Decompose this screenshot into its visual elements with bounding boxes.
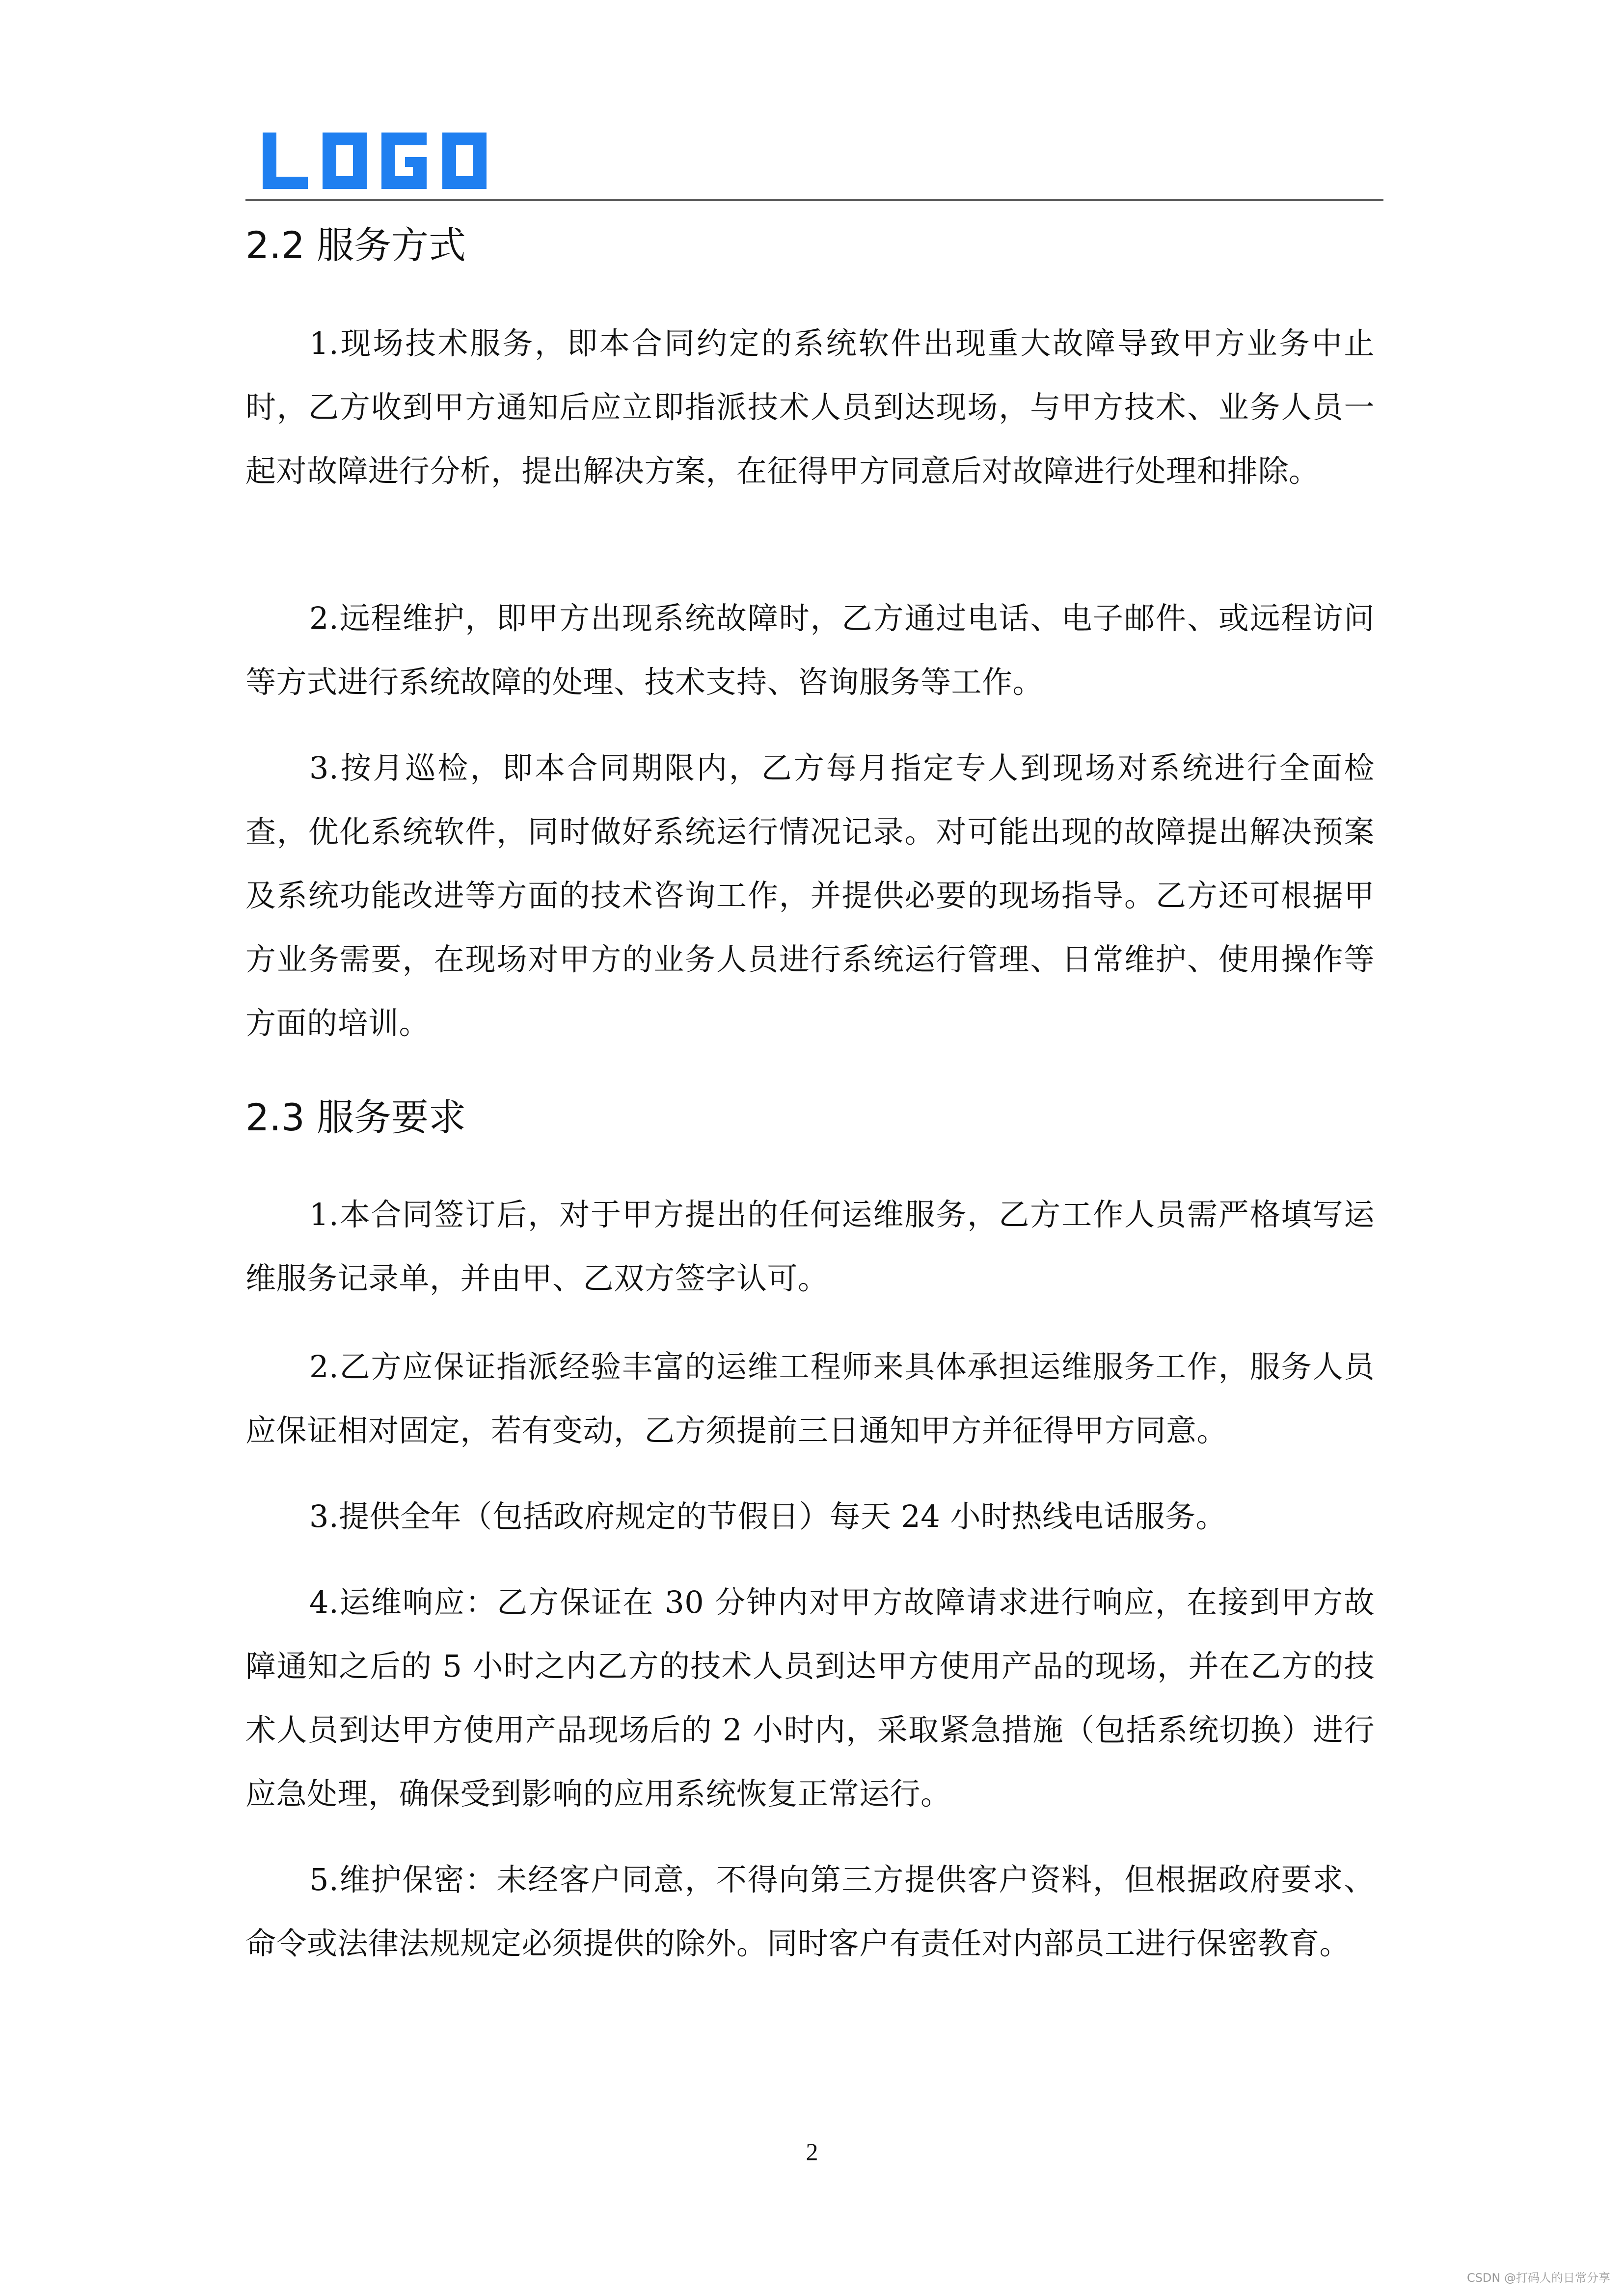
paragraph-2-3-3: 3.提供全年（包括政府规定的节假日）每天 24 小时热线电话服务。 [309, 1498, 1226, 1534]
paragraph-2-2-3: 3.按月巡检，即本合同期限内，乙方每月指定专人到现场对系统进行全面检查，优化系统软件，同时做好系统运行情况记录。对可能出现的故障提出解决预案及系统功能改进等方面的技术咨询工作，并提供必要的现场指导。乙方还可根据甲方业务需要，在现场对甲方的业务人员进行系统运行管理、日常维护、使用操作等方面的培训。 [245, 750, 1375, 1041]
section-heading-2-2: 2.2 服务方式 [245, 223, 466, 267]
paragraph-2-3-4: 4.运维响应：乙方保证在 30 分钟内对甲方故障请求进行响应，在接到甲方故障通知之后的 5 小时之内乙方的技术人员到达甲方使用产品的现场，并在乙方的技术人员到达甲方使用产品现场后的 2 小时内，采取紧急措施（包括系统切换）进行应急处理，确保受到影响的应用系统恢复正常运行。 [245, 1584, 1375, 1812]
watermark: CSDN @打码人的日常分享 [1466, 2271, 1610, 2285]
paragraph-2-2-1: 1.现场技术服务，即本合同约定的系统软件出现重大故障导致甲方业务中止时，乙方收到甲方通知后应立即指派技术人员到达现场，与甲方技术、业务人员一起对故障进行分析，提出解决方案，在征得甲方同意后对故障进行处理和排除。 [245, 325, 1375, 489]
header-rule [245, 199, 1383, 201]
page-number: 2 [806, 2138, 818, 2165]
paragraph-2-3-5: 5.维护保密：未经客户同意，不得向第三方提供客户资料，但根据政府要求、命令或法律法规规定必须提供的除外。同时客户有责任对内部员工进行保密教育。 [245, 1862, 1375, 1961]
logo [263, 133, 488, 189]
paragraph-2-2-2: 2.远程维护，即甲方出现系统故障时，乙方通过电话、电子邮件、或远程访问等方式进行系统故障的处理、技术支持、咨询服务等工作。 [245, 600, 1375, 700]
paragraph-2-3-2: 2.乙方应保证指派经验丰富的运维工程师来具体承担运维服务工作，服务人员应保证相对固定，若有变动，乙方须提前三日通知甲方并征得甲方同意。 [245, 1349, 1375, 1448]
paragraph-2-3-1: 1.本合同签订后，对于甲方提出的任何运维服务，乙方工作人员需严格填写运维服务记录单，并由甲、乙双方签字认可。 [245, 1197, 1375, 1296]
section-heading-2-3: 2.3 服务要求 [245, 1095, 466, 1139]
